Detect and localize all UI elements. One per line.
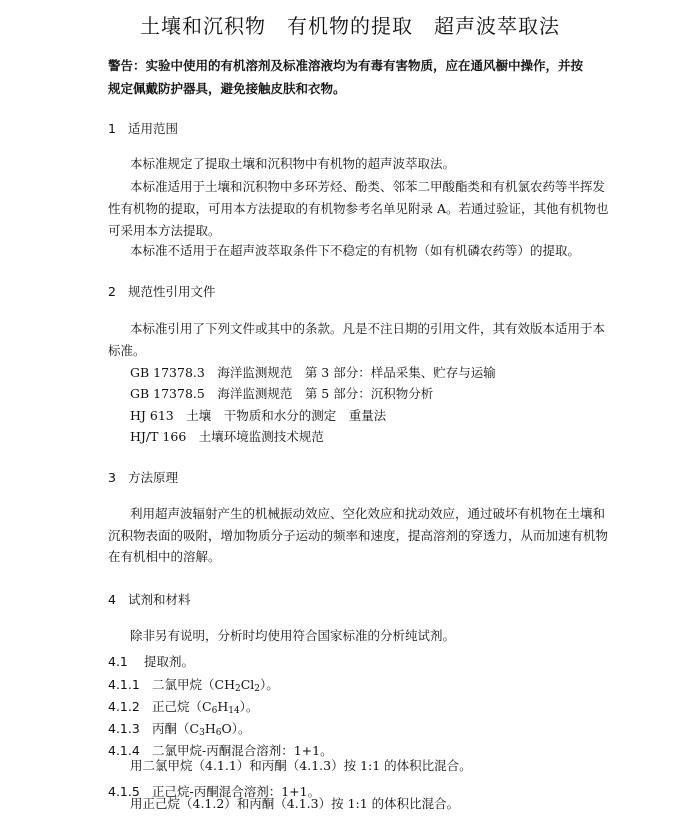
reference-item: GB 17378.5 海洋监测规范 第 5 部分：沉积物分析 — [130, 386, 434, 401]
page-title: 土壤和沉积物 有机物的提取 超声波萃取法 — [140, 14, 560, 38]
section-2-number: 2 — [108, 284, 116, 299]
formula-subscript: 3 — [199, 728, 205, 738]
section-1-title: 适用范围 — [128, 121, 179, 136]
clause-number: 4.1.4 — [108, 743, 140, 758]
section-2-heading — [108, 282, 216, 300]
clause-text: 正己烷-丙酮混合溶剂：1+1。 — [152, 784, 321, 799]
formula-text: O）。 — [221, 721, 251, 736]
section-2-para-line-2: 标准。 — [108, 343, 146, 358]
section-1-para-3: 本标准不适用于在超声波萃取条件下不稳定的有机物（如有机磷农药等）的提取。 — [130, 243, 581, 258]
section-4-heading — [108, 590, 191, 608]
section-4-title: 试剂和材料 — [128, 592, 191, 607]
reference-item: GB 17378.3 海洋监测规范 第 3 部分：样品采集、贮存与运输 — [130, 365, 496, 380]
clause-number: 4.1.3 — [108, 721, 140, 736]
formula-subscript: 6 — [215, 728, 222, 738]
clause-4-1-1 — [108, 675, 279, 693]
warning-line-2: 规定佩戴防护器具，避免接触皮肤和衣物。 — [108, 81, 346, 96]
warning-notice — [108, 54, 608, 100]
formula-text: 正己烷（C — [152, 699, 212, 714]
formula-subscript: 2 — [254, 684, 260, 694]
reference-item: HJ/T 166 土壤环境监测技术规范 — [130, 429, 324, 444]
section-1-para-1: 本标准规定了提取土壤和沉积物中有机物的超声波萃取法。 — [130, 156, 456, 171]
formula-text: Cl — [240, 677, 255, 692]
clause-4-1-4-description: 用二氯甲烷（4.1.1）和丙酮（4.1.3）按 1:1 的体积比混合。 — [130, 758, 472, 773]
clause-4-1-3 — [108, 719, 250, 737]
clause-number: 4.1 — [108, 654, 128, 669]
formula-text: H — [204, 721, 216, 736]
section-2-title: 规范性引用文件 — [128, 284, 216, 299]
section-1-para-2-line-2: 性有机物的提取，可用本方法提取的有机物参考名单见附录 A。若通过验证，其他有机物也 — [108, 201, 609, 216]
warning-line-1: 警告：实验中使用的有机溶剂及标准溶液均为有毒有害物质，应在通风橱中操作，并按 — [108, 58, 584, 73]
formula-text: 二氯甲烷（CH — [152, 677, 235, 692]
clause-4-1-2 — [108, 697, 258, 715]
section-1-heading — [108, 119, 178, 137]
section-3-heading — [108, 468, 178, 486]
clause-text: 提取剂。 — [144, 654, 195, 669]
section-4-intro: 除非另有说明，分析时均使用符合国家标准的分析纯试剂。 — [130, 628, 456, 643]
clause-4-1 — [108, 652, 194, 670]
reference-item: HJ 613 土壤 干物质和水分的测定 重量法 — [130, 408, 387, 423]
formula-subscript: 14 — [228, 706, 240, 716]
section-4-number: 4 — [108, 592, 116, 607]
section-3-line-2: 沉积物表面的吸附，增加物质分子运动的频率和速度，提高溶剂的穿透力，从而加速有机物 — [108, 528, 609, 543]
section-1-number: 1 — [108, 121, 116, 136]
formula-subscript: 2 — [234, 684, 241, 694]
section-3-line-1: 利用超声波辐射产生的机械振动效应、空化效应和扰动效应，通过破坏有机物在土壤和 — [130, 506, 606, 521]
formula-text: ）。 — [260, 677, 279, 692]
clause-text: 二氯甲烷-丙酮混合溶剂：1+1。 — [152, 743, 333, 758]
clause-number: 4.1.2 — [108, 699, 140, 714]
formula-text: ）。 — [239, 699, 259, 714]
formula-text: H — [217, 699, 229, 714]
clause-number: 4.1.5 — [108, 784, 140, 799]
formula-subscript: 6 — [211, 706, 218, 716]
section-3-number: 3 — [108, 470, 116, 485]
clause-number: 4.1.1 — [108, 677, 140, 692]
section-3-title: 方法原理 — [128, 470, 179, 485]
formula-text: 丙酮（C — [152, 721, 200, 736]
section-1-para-2-line-3: 可采用本方法提取。 — [108, 223, 221, 238]
clause-4-1-5-description: 用正己烷（4.1.2）和丙酮（4.1.3）按 1:1 的体积比混合。 — [130, 796, 460, 811]
section-1-para-2-line-1: 本标准适用于土壤和沉积物中多环芳烃、酚类、邻苯二甲酸酯类和有机氯农药等半挥发 — [130, 179, 606, 194]
section-3-line-3: 在有机相中的溶解。 — [108, 549, 221, 564]
section-2-para-line-1: 本标准引用了下列文件或其中的条款。凡是不注日期的引用文件，其有效版本适用于本 — [130, 321, 606, 336]
